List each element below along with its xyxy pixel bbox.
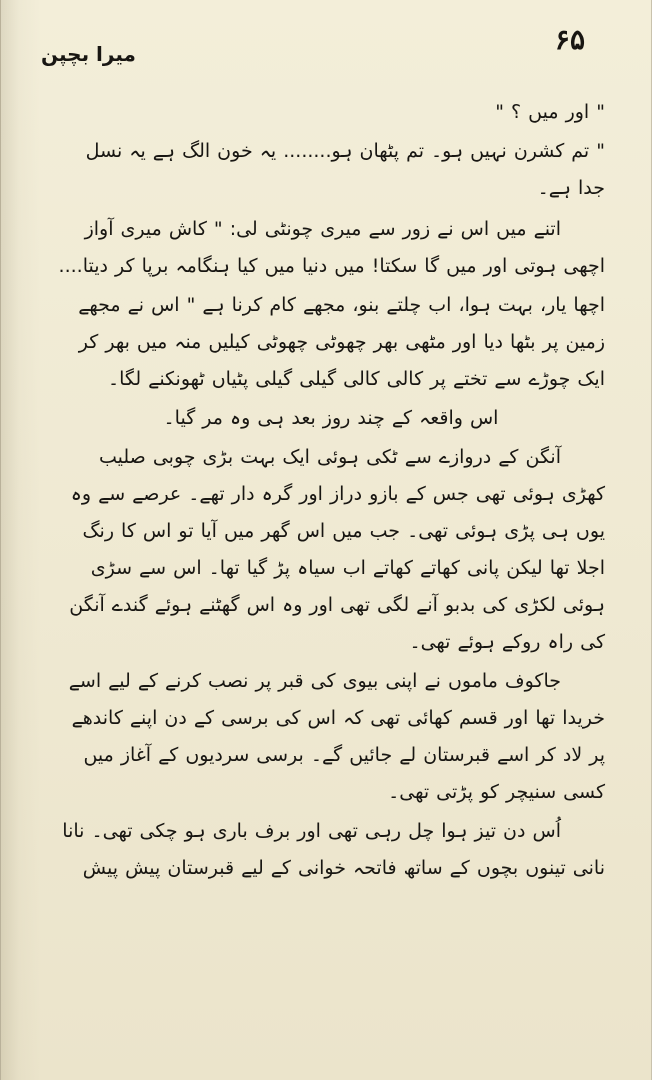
paragraph-1: " اور میں ؟ " (495, 101, 605, 123)
paragraph-3: اتنے میں اس نے زور سے میری چونٹی لی: " کاش میری آواز اچھی ہوتی اور میں گا سکتا! میں دنیا میں کیا ہنگامہ برپا کر دیتا.... (58, 218, 605, 277)
running-head: میرا بچپن (41, 42, 136, 66)
paragraph-8: اُس دن تیز ہوا چل رہی تھی اور برف باری ہو چکی تھی۔ نانا نانی تینوں بچوں کے ساتھ فاتحہ خوانی کے لیے قبرستان پیش پیش (62, 820, 605, 879)
page-body (57, 94, 605, 889)
paragraph-5: اس واقعہ کے چند روز بعد ہی وہ مر گیا۔ (163, 407, 499, 429)
paragraph-6: آنگن کے دروازے سے ٹکی ہوئی ایک بہت بڑی چوبی صلیب کھڑی ہوئی تھی جس کے بازو دراز اور گرہ دار تھے۔ عرصے سے وہ یوں ہی پڑی ہوئی تھی۔ جب میں اس گھر میں آیا تو اس کا رنگ اجلا تھا لیکن پانی کھاتے کھاتے اب سیاہ پڑ گیا تھا۔ اس سے سڑی ہوئی لکڑی کی بدبو آنے لگی تھی اور وہ اس گھٹنے ہوئے گندے آنگن کی راہ روکے ہوئے تھی۔ (69, 446, 605, 653)
page-number: ۶۵ (554, 23, 585, 56)
paragraph-4: اچھا یار، بہت ہوا، اب چلتے بنو، مجھے کام کرنا ہے " اس نے مجھے زمین پر بٹھا دیا اور مٹھی بھر چھوٹی چھوٹی کیلیں منہ میں بھر کر ایک چوڑے سے تختے پر کالی کالی گیلی گیلی پٹیاں ٹھونکنے لگا۔ (78, 294, 605, 390)
paragraph-7: جاکوف ماموں نے اپنی بیوی کی قبر پر نصب کرنے کے لیے اسے خریدا تھا اور قسم کھائی تھی کہ اس کی برسی کے دن اپنے کاندھے پر لاد کر اسے قبرستان لے جائیں گے۔ برسی سردیوں کے آغاز میں کسی سنیچر کو پڑتی تھی۔ (68, 670, 605, 803)
paragraph-2: " تم کشرن نہیں ہو۔ تم پٹھان ہو........ یہ خون الگ ہے یہ نسل جدا ہے۔ (85, 140, 605, 199)
page-header (41, 23, 609, 82)
